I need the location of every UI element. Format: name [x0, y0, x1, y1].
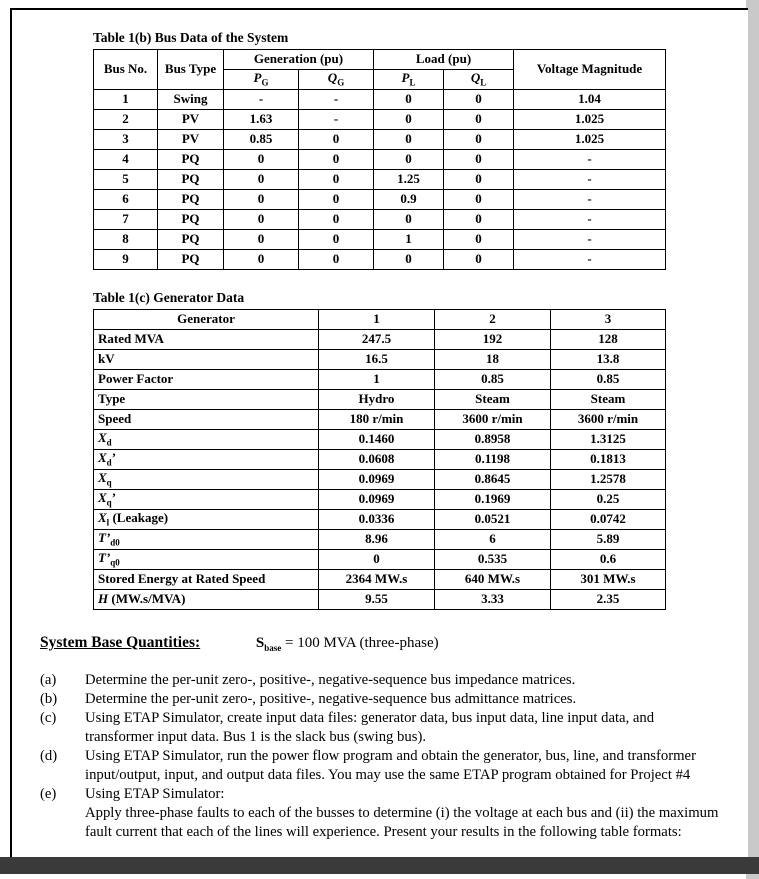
bus-table-cell: PQ [158, 250, 224, 270]
base-quantities-rest: = 100 MVA (three-phase) [281, 635, 439, 651]
gen-table-cell: 0 [319, 550, 435, 570]
gen-table-cell: 9.55 [319, 590, 435, 610]
bus-table-row [94, 190, 666, 210]
base-quantities-heading: System Base Quantities: [40, 634, 201, 651]
bus-table-row [94, 90, 666, 110]
bus-table-cell: - [514, 210, 666, 230]
bus-table-cell: - [514, 150, 666, 170]
gen-table-row [94, 490, 666, 510]
task-item-label: (a) [40, 672, 57, 688]
task-item-text [85, 690, 722, 709]
bus-table-row [94, 110, 666, 130]
gen-table-cell: 1.2578 [551, 470, 666, 490]
bus-table-cell: 0 [224, 170, 299, 190]
task-item-line: Determine the per-unit zero-, positive-, negative-sequence bus impedance matrices. [85, 672, 576, 688]
bus-table-cell: 0 [299, 250, 374, 270]
task-item-text [85, 785, 722, 842]
gen-row-label: Type [94, 390, 319, 410]
bus-table-cell: 0 [444, 90, 514, 110]
bus-table-cell: 0 [374, 250, 444, 270]
bus-table-cell: 0 [444, 250, 514, 270]
gen-table-cell: 0.0969 [319, 470, 435, 490]
gen-table-cell: 0.1969 [435, 490, 551, 510]
gen-row-label: $X_q$’ [94, 490, 319, 510]
pl-subscript: L [409, 77, 416, 88]
task-item [40, 747, 730, 785]
gen-table-cell: 0.0608 [319, 450, 435, 470]
bus-table-cell: PQ [158, 170, 224, 190]
bus-table-cell: 0 [299, 170, 374, 190]
bus-table-row [94, 130, 666, 150]
bus-table-cell: 0 [444, 150, 514, 170]
gen-table-cell: 0.8958 [435, 430, 551, 450]
bus-table-cell: - [299, 90, 374, 110]
bus-table-cell: 5 [94, 170, 158, 190]
gen-table-cell: 0.0336 [319, 510, 435, 530]
gen-table-cell: 0.85 [551, 370, 666, 390]
bus-table-cell: 0 [299, 150, 374, 170]
gen-table-cell: 8.96 [319, 530, 435, 550]
qg-subscript: G [337, 77, 345, 88]
bus-table-cell: PQ [158, 230, 224, 250]
gen-table-row [94, 550, 666, 570]
gen-table-cell: 0.8645 [435, 470, 551, 490]
bus-table-row [94, 210, 666, 230]
gen-table-row [94, 410, 666, 430]
bus-table-cell: 0 [374, 210, 444, 230]
gen-table-row [94, 350, 666, 370]
gen-table-cell: 0.25 [551, 490, 666, 510]
bus-table-cell: 0 [374, 90, 444, 110]
gen-table-cell: 13.8 [551, 350, 666, 370]
bus-table-cell: 2 [94, 110, 158, 130]
sbase-symbol: $S_{base}$ [255, 635, 282, 653]
task-item-label: (e) [40, 786, 57, 802]
bus-table-cell: 1.25 [374, 170, 444, 190]
task-item-text [85, 671, 722, 690]
gen-table-cell: 0.0521 [435, 510, 551, 530]
bus-table-cell: 7 [94, 210, 158, 230]
gen-table-cell: 3.33 [435, 590, 551, 610]
task-item-label: (c) [40, 710, 57, 726]
generator-table-title: Table 1(c) Generator Data [93, 290, 245, 305]
bus-table-cell: 0 [224, 230, 299, 250]
gen-row-label: $X_d$ [94, 430, 319, 450]
task-item [40, 690, 730, 709]
base-quantities-value [256, 635, 439, 651]
pl-header [374, 70, 444, 90]
bus-table-cell: 0.85 [224, 130, 299, 150]
gen-table-row [94, 430, 666, 450]
bus-table-row [94, 150, 666, 170]
gen-table-cell: 1.3125 [551, 430, 666, 450]
task-item-line: Determine the per-unit zero-, positive-, negative-sequence bus admittance matrices. [85, 691, 577, 707]
bus-table-cell: PQ [158, 150, 224, 170]
bus-no-header: Bus No. [94, 50, 158, 90]
ql-symbol: Q [470, 70, 481, 86]
ql-subscript: L [480, 77, 487, 88]
pg-symbol: P [253, 70, 262, 86]
bus-table-cell: PQ [158, 190, 224, 210]
bus-table-title: Table 1(b) Bus Data of the System [93, 30, 289, 45]
bus-table-cell: 0 [224, 210, 299, 230]
gen-row-label: Power Factor [94, 370, 319, 390]
bus-table-cell: 0 [299, 210, 374, 230]
gen-table-cell: 16.5 [319, 350, 435, 370]
gen-table-row [94, 450, 666, 470]
bus-table-cell: 3 [94, 130, 158, 150]
gen-table-cell: 301 MW.s [551, 570, 666, 590]
load-header: Load (pu) [374, 50, 514, 70]
gen-table-cell: 128 [551, 330, 666, 350]
bus-table-row [94, 170, 666, 190]
gen-table-cell: 1 [319, 370, 435, 390]
qg-header [299, 70, 374, 90]
gen-table-cell: 0.1198 [435, 450, 551, 470]
gen-table-body [94, 330, 666, 610]
gen-row-label: $X_q$ [94, 470, 319, 490]
gen-table-cell: 0.1460 [319, 430, 435, 450]
gen-table-cell: 247.5 [319, 330, 435, 350]
task-item-line: Using ETAP Simulator, create input data files: generator data, bus input data, line input data, and transformer input data. Bus 1 is the slack bus (swing bus). [85, 710, 655, 745]
bus-table-cell: 0.9 [374, 190, 444, 210]
bus-table-cell: PV [158, 110, 224, 130]
bus-table-cell: 0 [299, 190, 374, 210]
bus-table-cell: 0 [224, 250, 299, 270]
gen-table-row [94, 470, 666, 490]
gen-row-label: $T’_{d0}$ [94, 530, 319, 550]
bus-table-cell: 0 [444, 230, 514, 250]
gen-table-row [94, 330, 666, 350]
bus-table-row [94, 230, 666, 250]
bus-table-cell: - [514, 190, 666, 210]
gen-row-label: Speed [94, 410, 319, 430]
qg-symbol: Q [327, 70, 338, 86]
pg-header [224, 70, 299, 90]
gen-table-cell: Hydro [319, 390, 435, 410]
generation-header: Generation (pu) [224, 50, 374, 70]
gen-table-row [94, 390, 666, 410]
bus-table-cell: - [514, 230, 666, 250]
gen-table-row [94, 370, 666, 390]
gen-table-cell: Steam [551, 390, 666, 410]
gen-row-label: kV [94, 350, 319, 370]
gen-row-label: $X_d$’ [94, 450, 319, 470]
bus-table-cell: 0 [374, 150, 444, 170]
bus-table-cell: 1.63 [224, 110, 299, 130]
task-item-line: Using ETAP Simulator: [85, 786, 225, 802]
bus-table-cell: 0 [444, 110, 514, 130]
bus-table-cell: - [299, 110, 374, 130]
gen-table-cell: 0.6 [551, 550, 666, 570]
bus-table-row [94, 250, 666, 270]
bus-table-cell: 1 [94, 90, 158, 110]
bus-table-cell: 1.025 [514, 130, 666, 150]
task-item-text [85, 709, 722, 747]
task-item-label: (d) [40, 748, 58, 764]
bus-table-cell: - [224, 90, 299, 110]
task-item-line: Apply three-phase faults to each of the busses to determine (i) the voltage at each bus and (ii) the maximum fault current that each of the lines will experience. Present your results in the following table formats: [85, 805, 719, 840]
task-item [40, 785, 730, 842]
generator-data-table [93, 309, 666, 610]
gen-table-cell: 0.0742 [551, 510, 666, 530]
gen-table-cell: Steam [435, 390, 551, 410]
bus-table-cell: Swing [158, 90, 224, 110]
bus-table-cell: 0 [444, 130, 514, 150]
gen-table-cell: 5.89 [551, 530, 666, 550]
pg-subscript: G [261, 77, 269, 88]
gen1-header: 1 [319, 310, 435, 330]
gen-table-cell: 180 r/min [319, 410, 435, 430]
task-item-line: Using ETAP Simulator, run the power flow program and obtain the generator, bus, line, and transformer input/output, input, and output data files. You may use the same ETAP program obtained for Project #4 [85, 748, 696, 783]
bus-table-cell: PQ [158, 210, 224, 230]
gen-table-header-row [94, 310, 666, 330]
gen-row-label: H (MW.s/MVA) [94, 590, 319, 610]
bus-table-cell: 4 [94, 150, 158, 170]
gen-row-label: Stored Energy at Rated Speed [94, 570, 319, 590]
bus-table-cell: 1.04 [514, 90, 666, 110]
gen-table-cell: 640 MW.s [435, 570, 551, 590]
ql-header [444, 70, 514, 90]
gen-row-label: $X_l$ (Leakage) [94, 510, 319, 530]
bus-table-cell: - [514, 250, 666, 270]
gen-table-cell: 18 [435, 350, 551, 370]
gen-table-cell: 3600 r/min [435, 410, 551, 430]
bus-table-cell: 0 [444, 210, 514, 230]
gen-table-cell: 192 [435, 330, 551, 350]
gen-row-label: $T’_{q0}$ [94, 550, 319, 570]
gen-row-label: Rated MVA [94, 330, 319, 350]
task-list [40, 671, 730, 842]
bus-table-cell: 1.025 [514, 110, 666, 130]
voltage-header: Voltage Magnitude [514, 50, 666, 90]
bus-table-cell: PV [158, 130, 224, 150]
gen-table-cell: 2.35 [551, 590, 666, 610]
gen-table-cell: 0.535 [435, 550, 551, 570]
gen-table-cell: 0.85 [435, 370, 551, 390]
gen-table-row [94, 570, 666, 590]
generator-header: Generator [94, 310, 319, 330]
gen-table-cell: 3600 r/min [551, 410, 666, 430]
bus-table-cell: 8 [94, 230, 158, 250]
bus-table-cell: 0 [444, 170, 514, 190]
bus-data-table [93, 49, 666, 270]
bus-table-cell: 6 [94, 190, 158, 210]
bus-type-header: Bus Type [158, 50, 224, 90]
bus-table-cell: 0 [374, 110, 444, 130]
bus-table-cell: 0 [299, 230, 374, 250]
gen-table-row [94, 530, 666, 550]
gen3-header: 3 [551, 310, 666, 330]
bus-table-header-row1 [94, 50, 666, 70]
bus-table-cell: 0 [224, 190, 299, 210]
bus-table-cell: 0 [374, 130, 444, 150]
bus-table-cell: 9 [94, 250, 158, 270]
bottom-scan-bar [0, 857, 759, 874]
bus-table-cell: 1 [374, 230, 444, 250]
task-item [40, 709, 730, 747]
document-content [12, 10, 736, 842]
gen-table-cell: 6 [435, 530, 551, 550]
bus-table-body [94, 90, 666, 270]
gen-table-cell: 0.1813 [551, 450, 666, 470]
bus-table-cell: 0 [299, 130, 374, 150]
task-item-label: (b) [40, 691, 58, 707]
bus-table-cell: 0 [224, 150, 299, 170]
task-item-text [85, 747, 722, 785]
task-item [40, 671, 730, 690]
gen2-header: 2 [435, 310, 551, 330]
gen-table-cell: 2364 MW.s [319, 570, 435, 590]
gen-table-row [94, 590, 666, 610]
pl-symbol: P [401, 70, 410, 86]
gen-table-cell: 0.0969 [319, 490, 435, 510]
system-base-quantities [40, 634, 736, 653]
bus-table-cell: - [514, 170, 666, 190]
bus-table-cell: 0 [444, 190, 514, 210]
gen-table-row [94, 510, 666, 530]
